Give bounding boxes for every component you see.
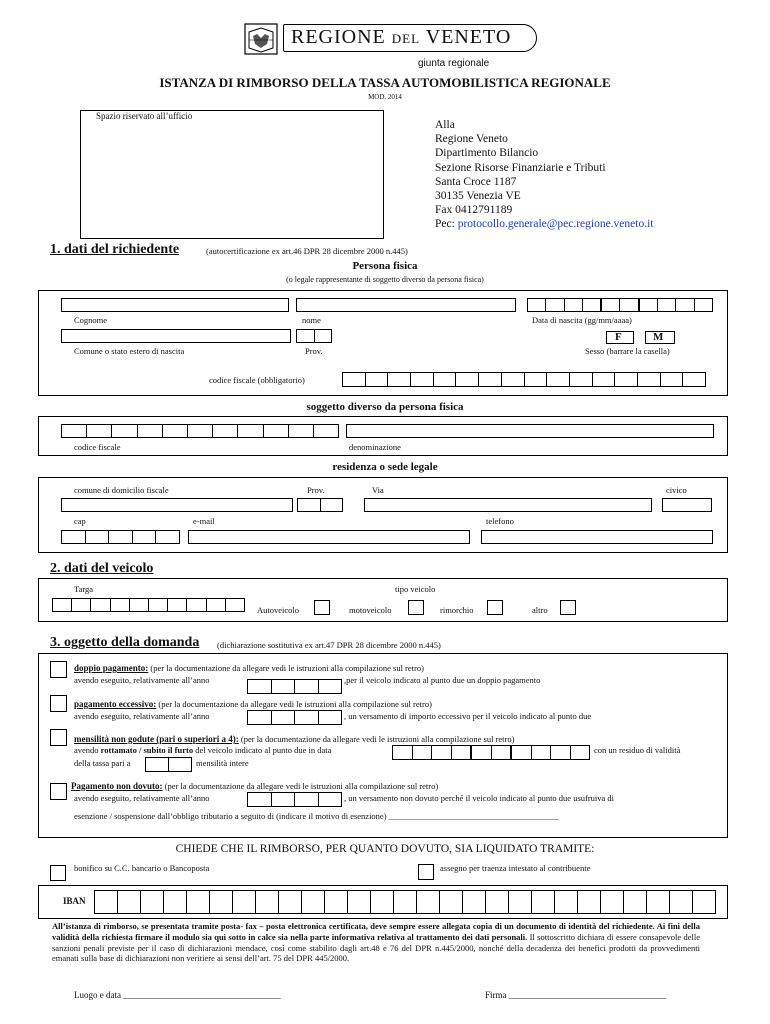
unused-months-count-input[interactable] <box>145 757 192 772</box>
exemption-reason-line[interactable]: esenzione / sospensione dall’obbligo tributario a seguito di (indicare il motivo di esenzione) ________________________________________ <box>74 811 559 821</box>
iban-char-cell[interactable] <box>647 891 670 913</box>
birth-date-input[interactable] <box>527 298 713 312</box>
persona-fisica-note: (o legale rappresentante di soggetto diverso da persona fisica) <box>286 275 484 284</box>
birthplace-label: Comune o stato estero di nascita <box>74 346 185 356</box>
iban-char-cell[interactable] <box>164 891 187 913</box>
iban-char-cell[interactable] <box>624 891 647 913</box>
iban-char-cell[interactable] <box>486 891 509 913</box>
address-line: Alla <box>435 119 455 131</box>
civico-label: civico <box>666 485 687 495</box>
excess-payment-checkbox[interactable] <box>50 695 67 712</box>
via-input[interactable] <box>364 498 652 512</box>
undue-payment-checkbox[interactable] <box>50 783 67 800</box>
place-date-line[interactable]: Luogo e data ___________________________________ <box>74 990 281 1000</box>
iban-char-cell[interactable] <box>693 891 715 913</box>
iban-label: IBAN <box>63 896 86 906</box>
iban-char-cell[interactable] <box>371 891 394 913</box>
altro-label: altro <box>532 605 548 615</box>
iban-input[interactable] <box>94 890 716 914</box>
double-payment-checkbox[interactable] <box>50 661 67 678</box>
giunta-subtitle: giunta regionale <box>418 58 490 69</box>
birth-date-label: Data di nascita (gg/mm/aaaa) <box>532 315 632 325</box>
bank-transfer-checkbox[interactable] <box>50 865 66 881</box>
sex-f-label: F <box>615 331 622 343</box>
iban-char-cell[interactable] <box>348 891 371 913</box>
iban-char-cell[interactable] <box>578 891 601 913</box>
page-title: ISTANZA DI RIMBORSO DELLA TASSA AUTOMOBILISTICA REGIONALE <box>159 75 611 90</box>
cognome-label: Cognome <box>74 315 108 325</box>
section1-note: (autocertificazione ex art.46 DPR 28 dicembre 2000 n.445) <box>206 246 408 256</box>
iban-char-cell[interactable] <box>670 891 693 913</box>
autoveicolo-label: Autoveicolo <box>257 605 300 615</box>
telefono-label: telefono <box>486 516 514 526</box>
civico-input[interactable] <box>662 498 712 512</box>
iban-char-cell[interactable] <box>118 891 141 913</box>
double-payment-after: ,per il veicolo indicato al punto due un doppio pagamento <box>344 675 541 685</box>
double-payment-year-input[interactable] <box>247 679 342 694</box>
unused-months-checkbox[interactable] <box>50 729 67 746</box>
address-line: Regione Veneto <box>435 133 508 146</box>
unused-months-suffix: mensilità intere <box>196 758 249 768</box>
section3-note: (dichiarazione sostitutiva ex art.47 DPR 28 dicembre 2000 n.445) <box>217 640 441 650</box>
undue-payment-title-line: Pagamento non dovuto: (per la documentazione da allegare vedi le istruzioni alla compilazione sul retro) <box>71 781 439 791</box>
company-fiscal-code-label: codice fiscale <box>74 442 121 452</box>
birthplace-input[interactable] <box>61 329 291 343</box>
nome-input[interactable] <box>296 298 516 312</box>
birth-province-input[interactable] <box>296 329 332 343</box>
iban-char-cell[interactable] <box>279 891 302 913</box>
motoveicolo-checkbox[interactable] <box>408 600 424 615</box>
undue-payment-text: avendo eseguito, relativamente all’anno <box>74 793 210 803</box>
prov2-label: Prov. <box>307 485 325 495</box>
signature-line[interactable]: Firma ___________________________________ <box>485 990 667 1000</box>
address-line: Dipartimento Bilancio <box>435 147 539 160</box>
declaration-text: All’istanza di rimborso, se presentata tramite posta- fax – posta elettronica certificata, deve sempre essere allegata copia di un documento di identità del richiedente. Ai fini della validità della richiesta firmare il modulo sia qui sotto in calce sia nella parte informativa relativa al trattamento dei dati personali. Il sottoscritto dichiara di essere consapevole delle sanzioni penali previste per il caso di dichiarazioni mendace, così come stabilito dagli art.48 e 76 del DPR n.445/2000, nonché della decadenza dei benefici prodotti da provvedimenti emanati sulla base di dichiarazioni non veritiere ai sensi dell’art. 75 del DPR 445/2000. <box>52 921 701 964</box>
excess-payment-title-line: pagamento eccessivo: (per la documentazione da allegare vedi le istruzioni alla compilazione sul retro) <box>74 699 432 709</box>
iban-char-cell[interactable] <box>141 891 164 913</box>
address-line: Fax 0412791189 <box>435 204 513 217</box>
iban-char-cell[interactable] <box>187 891 210 913</box>
iban-char-cell[interactable] <box>440 891 463 913</box>
sex-m-label: M <box>653 331 664 343</box>
section3-title: 3. oggetto della domanda <box>50 635 200 650</box>
form-model: MOD. 2014 <box>368 93 402 101</box>
denominazione-input[interactable] <box>346 424 714 438</box>
coat-of-arms-icon <box>243 22 279 56</box>
bank-transfer-label: bonifico su C.C. bancario o Bancoposta <box>74 863 210 873</box>
logo-text: REGIONE DEL VENETO <box>291 26 512 48</box>
email-input[interactable] <box>188 530 470 544</box>
cap-input[interactable] <box>61 530 180 544</box>
fiscal-code-input[interactable] <box>342 372 706 387</box>
unused-months-after: con un residuo di validità <box>594 745 681 755</box>
denominazione-label: denominazione <box>349 442 401 452</box>
iban-char-cell[interactable] <box>601 891 624 913</box>
sex-label: Sesso (barrare la casella) <box>585 346 670 356</box>
check-payment-label: assegno per traenza intestato al contribuente <box>440 863 591 873</box>
office-box <box>80 110 384 239</box>
iban-char-cell[interactable] <box>95 891 118 913</box>
targa-label: Targa <box>74 584 94 594</box>
address-line: Sezione Risorse Finanziarie e Tributi <box>435 161 606 174</box>
pec-label: Pec: <box>435 218 458 231</box>
double-payment-title-line: doppio pagamento: (per la documentazione da allegare vedi le istruzioni alla compilazione sul retro) <box>74 663 424 673</box>
cap-label: cap <box>74 516 86 526</box>
undue-payment-after: , un versamento non dovuto perché il veicolo indicato al punto due usufruiva di <box>344 793 615 803</box>
via-label: Via <box>372 485 384 495</box>
autoveicolo-checkbox[interactable] <box>314 600 330 615</box>
company-fiscal-code-input[interactable] <box>61 424 339 438</box>
undue-payment-year-input[interactable] <box>247 792 342 807</box>
region-logo <box>243 22 539 56</box>
motoveicolo-label: motoveicolo <box>349 605 392 615</box>
excess-payment-text: avendo eseguito, relativamente all’anno <box>74 711 210 721</box>
residenza-title: residenza o sede legale <box>332 461 438 473</box>
office-box-label: Spazio riservato all’ufficio <box>96 111 193 121</box>
birth-province-label: Prov. <box>305 346 323 356</box>
section2-title: 2. dati del veicolo <box>50 561 154 576</box>
pec-email-link[interactable]: protocollo.generale@pec.regione.veneto.it <box>457 218 654 231</box>
iban-char-cell[interactable] <box>555 891 578 913</box>
altro-checkbox[interactable] <box>560 600 576 615</box>
iban-char-cell[interactable] <box>233 891 256 913</box>
plate-input[interactable] <box>52 598 245 612</box>
double-payment-text: avendo eseguito, relativamente all’anno <box>74 675 210 685</box>
address-line: 30135 Venezia VE <box>435 190 521 203</box>
iban-char-cell[interactable] <box>509 891 532 913</box>
iban-char-cell[interactable] <box>325 891 348 913</box>
unused-months-date-input[interactable] <box>392 745 590 760</box>
soggetto-title: soggetto diverso da persona fisica <box>306 401 464 413</box>
domicilio-label: comune di domicilio fiscale <box>74 485 169 495</box>
fiscal-code-label: codice fiscale (obbligatorio) <box>209 375 305 385</box>
iban-char-cell[interactable] <box>302 891 325 913</box>
email-label: e-mail <box>193 516 215 526</box>
unused-months-title-line: mensilità non godute (pari o superiori a 4): (per la documentazione da allegare vedi le istruzioni alla compilazione sul retro) <box>74 734 515 744</box>
iban-char-cell[interactable] <box>256 891 279 913</box>
refund-title: CHIEDE CHE IL RIMBORSO, PER QUANTO DOVUTO, SIA LIQUIDATO TRAMITE: <box>175 843 595 855</box>
excess-payment-year-input[interactable] <box>247 710 342 725</box>
unused-months-text: avendo rottamato / subito il furto del veicolo indicato al punto due in data <box>74 745 332 755</box>
unused-months-text2: della tassa pari a <box>74 758 131 768</box>
iban-char-cell[interactable] <box>394 891 417 913</box>
telefono-input[interactable] <box>481 530 713 544</box>
check-payment-checkbox[interactable] <box>418 864 434 880</box>
address-line: Santa Croce 1187 <box>435 175 517 188</box>
section1-title: 1. dati del richiedente <box>50 242 180 257</box>
iban-char-cell[interactable] <box>463 891 486 913</box>
province-input[interactable] <box>297 498 343 512</box>
nome-label: nome <box>302 315 321 325</box>
iban-char-cell[interactable] <box>210 891 233 913</box>
iban-char-cell[interactable] <box>532 891 555 913</box>
persona-fisica-title: Persona fisica <box>352 260 418 272</box>
domicilio-input[interactable] <box>61 498 293 512</box>
tipo-veicolo-label: tipo veicolo <box>395 584 436 594</box>
rimorchio-checkbox[interactable] <box>487 600 503 615</box>
cognome-input[interactable] <box>61 298 289 312</box>
recipient-address <box>435 118 653 232</box>
excess-payment-after: , un versamento di importo eccessivo per il veicolo indicato al punto due <box>344 711 592 721</box>
iban-char-cell[interactable] <box>417 891 440 913</box>
rimorchio-label: rimorchio <box>440 605 474 615</box>
